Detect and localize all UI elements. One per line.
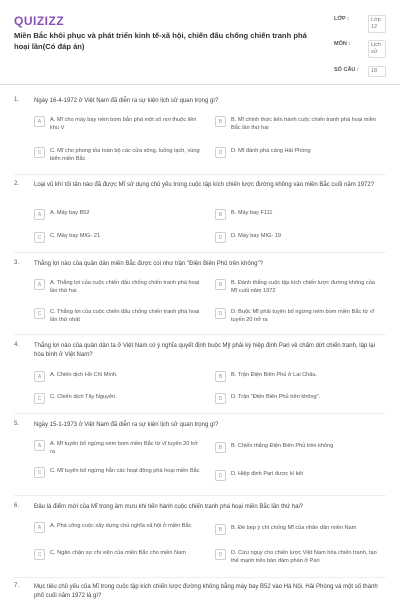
divider xyxy=(14,413,386,414)
option-text: C. Máy bay MIG- 21 xyxy=(50,233,101,239)
option-letter-box: C xyxy=(34,232,45,243)
option-letter-box: A xyxy=(34,371,45,382)
option-letter-box: A xyxy=(34,116,45,127)
option-text: C. Ngăn chặn sự chi viện của miền Bắc cho miền Nam xyxy=(50,550,186,556)
option-d[interactable] xyxy=(215,549,380,567)
question-number: 1. xyxy=(14,97,20,103)
option-letter-box: D xyxy=(215,549,226,560)
meta-count-label: SỐ CÂU : xyxy=(334,67,359,73)
option-a[interactable] xyxy=(34,279,199,297)
option-letter-box: D xyxy=(215,393,226,404)
option-b[interactable] xyxy=(215,116,380,134)
divider xyxy=(14,577,386,578)
option-letter-box: D xyxy=(215,470,226,481)
option-d[interactable] xyxy=(215,147,380,165)
option-text: B. Đè bẹp ý chí chống Mĩ của nhân dân miền Nam xyxy=(231,525,357,531)
option-c[interactable] xyxy=(34,232,199,250)
option-d[interactable] xyxy=(215,308,380,326)
option-letter-box: A xyxy=(34,279,45,290)
option-d[interactable] xyxy=(215,393,380,411)
divider xyxy=(14,495,386,496)
option-text: C. Mĩ cho phong tỏa toàn bộ các cửa sông, luồng lạch, vùng biển miền Bắc xyxy=(50,148,200,162)
option-letter-box: B xyxy=(215,442,226,453)
option-text: C. Chiến dịch Tây Nguyên. xyxy=(50,394,117,400)
option-text: D. Hiệp định Pari được kí kết xyxy=(231,471,304,477)
question-text: Loại vũ khí tối tân nào đã được Mĩ sử dụng chủ yếu trong cuộc tập kích chiến lược đường không vào miền Bắc cuối năm 1972? xyxy=(34,182,375,188)
option-letter-box: C xyxy=(34,147,45,158)
page-title: Miền Bắc khôi phục và phát triển kinh tế-xã hội, chiến đấu chống chiến tranh phá hoại lần(Có đáp án) xyxy=(14,31,307,51)
option-a[interactable] xyxy=(34,371,199,389)
option-text: D. Cứu nguy cho chiến lược Việt Nam hóa chiến tranh, tạo thế mạnh trên bàn đàm phán ở Pari xyxy=(231,550,377,564)
option-text: A. Máy bay B52 xyxy=(50,210,90,216)
option-letter-box: D xyxy=(215,308,226,319)
option-letter-box: D xyxy=(215,232,226,243)
option-b[interactable] xyxy=(215,442,380,460)
option-letter-box: A xyxy=(34,440,45,451)
option-letter-box: D xyxy=(215,147,226,158)
option-text: A. Thắng lợi của cuộc chiến đấu chống chiến tranh phá hoại lần thứ hai xyxy=(50,280,200,294)
meta-count-value: 18 xyxy=(368,66,386,77)
option-b[interactable] xyxy=(215,524,380,542)
option-text: C. Mĩ tuyên bố ngừng hẳn các hoạt động phá hoại miền Bắc xyxy=(50,468,200,474)
option-a[interactable] xyxy=(34,209,199,227)
option-text: A. Phá công cuộc xây dựng chủ nghĩa xã hội ở miền Bắc xyxy=(50,523,192,529)
option-text: D. Buộc Mĩ phải tuyên bố ngừng ném bom miền Bắc từ vĩ tuyến 20 trở ra xyxy=(231,309,375,323)
question-text: Ngày 16-4-1972 ở Việt Nam đã diễn ra sự kiện lịch sử quan trọng gì? xyxy=(34,98,219,104)
divider xyxy=(14,252,386,253)
option-a[interactable] xyxy=(34,522,199,540)
option-letter-box: B xyxy=(215,209,226,220)
option-text: B. Mĩ chính thức tiến hành cuộc chiến tranh phá hoại miền Bắc lần thứ hai xyxy=(231,117,376,131)
option-c[interactable] xyxy=(34,147,199,165)
meta-grade-label: LỚP : xyxy=(334,16,349,22)
option-b[interactable] xyxy=(215,209,380,227)
option-c[interactable] xyxy=(34,308,199,326)
option-text: B. Đánh thắng cuộc tập kích chiến lược đường không của Mĩ cuối năm 1972 xyxy=(231,280,375,294)
meta-grade-value: Lớp 12 xyxy=(368,15,386,33)
option-text: D. Mĩ đánh phá cảng Hải Phòng xyxy=(231,148,311,154)
option-text: B. Chiến thắng Điện Biên Phủ trên không xyxy=(231,443,334,449)
option-text: D. Trận "Điện Biên Phủ trên không". xyxy=(231,394,321,400)
divider xyxy=(14,334,386,335)
option-b[interactable] xyxy=(215,371,380,389)
option-letter-box: B xyxy=(215,116,226,127)
option-letter-box: B xyxy=(215,279,226,290)
option-c[interactable] xyxy=(34,393,199,411)
option-letter-box: C xyxy=(34,467,45,478)
question-text: Đâu là điểm mới của Mĩ trong âm mưu khi tiến hành cuộc chiến tranh phá hoại miền Bắc lần thứ hai? xyxy=(34,504,304,510)
option-letter-box: B xyxy=(215,524,226,535)
option-text: C. Thắng lợi của cuộc chiến đấu chống chiến tranh phá hoại lần thứ nhất xyxy=(50,309,200,323)
option-letter-box: A xyxy=(34,522,45,533)
meta-subject-label: MÔN : xyxy=(334,41,351,47)
quizizz-logo: QUIZIZZ xyxy=(14,14,65,28)
option-letter-box: B xyxy=(215,371,226,382)
question-number: 6. xyxy=(14,503,20,509)
question-text: Ngày 15-1-1973 ở Việt Nam đã diễn ra sự kiện lịch sử quan trọng gì? xyxy=(34,422,219,428)
option-a[interactable] xyxy=(34,440,199,458)
option-b[interactable] xyxy=(215,279,380,297)
option-text: A. Chiến dịch Hồ Chí Minh. xyxy=(50,372,118,378)
option-text: D. Máy bay MIG- 19 xyxy=(231,233,282,239)
question-number: 2. xyxy=(14,181,20,187)
meta-subject-value: Lịch sử xyxy=(368,40,386,58)
question-number: 5. xyxy=(14,421,20,427)
option-text: B. Trận Điện Biên Phủ ở Lai Châu. xyxy=(231,372,318,378)
question-text: Mục tiêu chủ yếu của Mĩ trong cuộc tập kích chiến lược đường không bằng máy bay B52 vào Hà Nội, Hải Phòng và một số thành phố cuối năm 1972 là gì? xyxy=(34,584,378,599)
option-text: B. Máy bay F111 xyxy=(231,210,273,216)
option-letter-box: A xyxy=(34,209,45,220)
option-d[interactable] xyxy=(215,232,380,250)
option-d[interactable] xyxy=(215,470,380,488)
option-letter-box: C xyxy=(34,308,45,319)
option-letter-box: C xyxy=(34,393,45,404)
divider xyxy=(14,174,386,175)
question-number: 7. xyxy=(14,583,20,589)
question-number: 4. xyxy=(14,342,20,348)
question-text: Thắng lợi nào của quân dân ta ở Việt Nam có ý nghĩa quyết định buộc Mỹ phải ký hiệp định Pari về chấm dứt chiến tranh, lập lại hòa bình ở Việt Nam? xyxy=(34,343,375,358)
option-c[interactable] xyxy=(34,549,199,567)
option-text: A. Mĩ tuyên bố ngừng ném bom miền Bắc từ vĩ tuyến 20 trở ra xyxy=(50,441,198,455)
option-text: A. Mĩ cho máy bay ném bom bắn phá một số nơi thuộc liên khu V xyxy=(50,117,197,131)
worksheet-header xyxy=(0,0,400,85)
option-c[interactable] xyxy=(34,467,199,485)
option-a[interactable] xyxy=(34,116,199,134)
question-text: Thắng lợi nào của quân dân miền Bắc được coi như trận "Điện Biên Phủ trên không"? xyxy=(34,261,263,267)
option-letter-box: C xyxy=(34,549,45,560)
question-number: 3. xyxy=(14,260,20,266)
